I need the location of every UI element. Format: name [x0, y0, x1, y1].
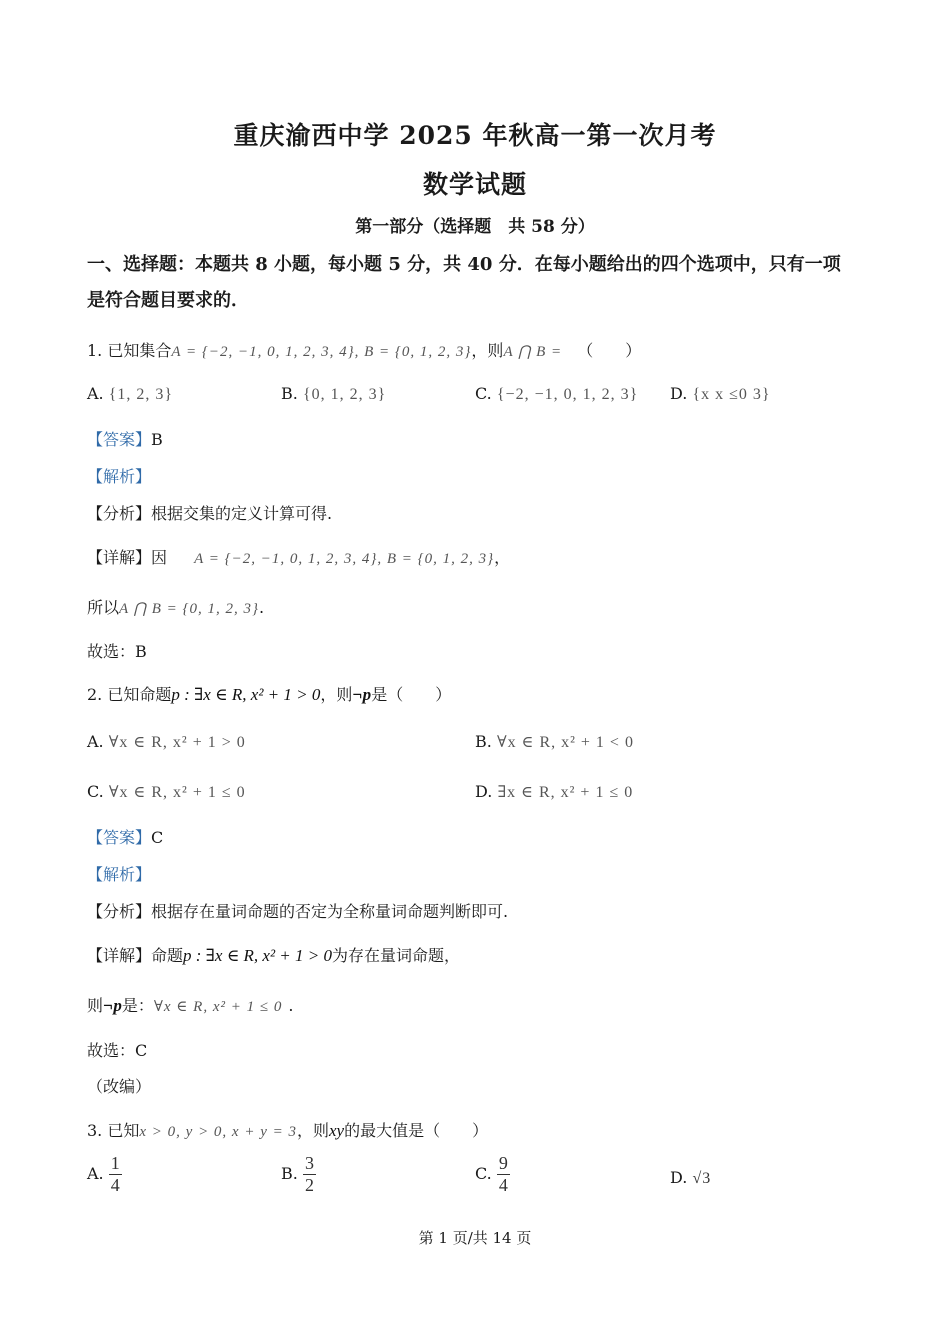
option-text: {−2, −1, 0, 1, 2, 3} [496, 386, 639, 403]
option-label: A. [87, 1163, 104, 1183]
option-text: ∀x ∈ R, x² + 1 < 0 [496, 734, 634, 751]
question-text: 已知 [107, 1121, 140, 1140]
section-instruction-line2: 是符合题目要求的． [87, 290, 249, 311]
option-text: {1, 2, 3} [108, 386, 174, 403]
option-label: D. [670, 1168, 688, 1187]
q1-option-a[interactable] [87, 384, 173, 404]
math-formula: x > 0, y > 0, x + y = 3 [139, 1124, 297, 1140]
math-formula: ∀x ∈ R, x² + 1 ≤ 0 [153, 999, 283, 1015]
option-text: ∃x ∈ R, x² + 1 ≤ 0 [497, 784, 634, 801]
option-text: √3 [692, 1170, 712, 1187]
option-label: C. [475, 384, 492, 403]
q2-fenxi: 【分析】根据存在量词命题的否定为全称量词命题判断即可. [87, 902, 509, 921]
question-number: 3. [87, 1121, 103, 1140]
conclusion-prefix: 则 [87, 996, 104, 1015]
question-number: 2. [87, 685, 103, 704]
q3-option-d[interactable] [670, 1168, 711, 1188]
question-2-stem [87, 682, 451, 705]
q3-option-c[interactable] [475, 1154, 510, 1195]
detail-end: ， [494, 548, 511, 567]
negation-symbol: ¬p [352, 685, 372, 704]
answer-value: B [151, 430, 163, 449]
detail-prefix: 【详解】命题 [87, 946, 184, 965]
q2-option-a[interactable] [87, 732, 246, 752]
q1-fenxi: 【分析】根据交集的定义计算可得. [87, 504, 333, 523]
fraction: $\frac{3}{2}$ [304, 1153, 314, 1195]
q2-answer [87, 825, 163, 848]
q1-answer [87, 427, 163, 450]
fraction: $\frac{1}{4}$ [110, 1153, 120, 1195]
q2-analysis-tag: 【解析】 [87, 865, 152, 884]
math-formula: A = {−2, −1, 0, 1, 2, 3, 4}, B = {0, 1, 2, 3} [171, 344, 472, 360]
conclusion-prefix: 所以 [87, 598, 120, 617]
question-text: ，则 [471, 341, 504, 360]
answer-value: C [151, 828, 164, 847]
option-label: B. [281, 384, 298, 403]
fraction: $\frac{9}{4}$ [498, 1153, 508, 1195]
question-text: ，则 [320, 685, 353, 704]
exam-subject: 数学试题 [422, 170, 527, 199]
option-label: D. [475, 782, 493, 801]
part-heading: 第一部分（选择题 共 58 分） [355, 217, 595, 237]
q1-conclusion [87, 595, 264, 618]
option-label: A. [87, 732, 104, 751]
question-text: 是（ ） [371, 685, 452, 704]
math-formula: xy [329, 1121, 345, 1140]
question-number: 1. [87, 341, 103, 360]
q2-option-d[interactable] [475, 782, 633, 802]
option-label: D. [670, 384, 688, 403]
option-text: ∀x ∈ R, x² + 1 ≤ 0 [108, 784, 246, 801]
q1-choose: 故选：B [87, 642, 147, 661]
q3-option-b[interactable] [281, 1154, 316, 1195]
math-formula: A ⋂ B = [503, 344, 563, 360]
conclusion-mid: 是： [121, 996, 154, 1015]
math-formula: p : ∃x ∈ R, x² + 1 > 0 [183, 946, 332, 965]
section-instruction-line1: 一、选择题：本题共 8 小题，每小题 5 分，共 40 分．在每小题给出的四个选项中，只有一项 [87, 254, 841, 275]
q3-option-a[interactable] [87, 1154, 122, 1195]
math-formula: A ⋂ B = {0, 1, 2, 3} [119, 601, 259, 617]
q1-option-b[interactable] [281, 384, 386, 404]
option-text: {x x ≤0 3} [692, 386, 771, 403]
detail-post: 为存在量词命题， [332, 946, 461, 965]
question-3-stem [87, 1118, 488, 1141]
option-label: C. [475, 1163, 492, 1183]
option-text: {0, 1, 2, 3} [302, 386, 387, 403]
conclusion-end: . [288, 996, 294, 1015]
page-footer: 第 1 页/共 14 页 [418, 1229, 532, 1247]
option-label: A. [87, 384, 104, 403]
question-text: 已知命题 [107, 685, 172, 704]
q2-note: （改编） [87, 1077, 152, 1096]
q1-analysis-tag: 【解析】 [87, 467, 152, 486]
q1-option-c[interactable] [475, 384, 638, 404]
option-label: B. [281, 1163, 298, 1183]
question-text: 已知集合 [107, 341, 172, 360]
q2-option-b[interactable] [475, 732, 634, 752]
q1-detail [87, 545, 510, 568]
option-label: C. [87, 782, 104, 801]
q2-conclusion [87, 993, 293, 1016]
math-formula: p : ∃x ∈ R, x² + 1 > 0 [171, 685, 321, 704]
question-text: 的最大值是（ ） [344, 1121, 489, 1140]
exam-title: 重庆渝西中学 2025 年秋高一第一次月考 [233, 121, 717, 150]
option-label: B. [475, 732, 492, 751]
answer-parentheses: （ ） [577, 341, 642, 360]
q2-option-c[interactable] [87, 782, 246, 802]
negation-symbol: ¬p [103, 996, 122, 1015]
option-text: ∀x ∈ R, x² + 1 > 0 [108, 734, 246, 751]
math-formula: A = {−2, −1, 0, 1, 2, 3, 4}, B = {0, 1, 2, 3} [194, 551, 495, 567]
detail-tag: 【详解】因 [87, 548, 168, 567]
q2-detail [87, 943, 460, 966]
question-text: ，则 [297, 1121, 330, 1140]
conclusion-end: . [259, 598, 265, 617]
answer-tag: 【答案】 [87, 828, 152, 847]
q2-choose: 故选：C [87, 1041, 148, 1060]
q1-option-d[interactable] [670, 384, 771, 404]
question-1-stem [87, 338, 641, 361]
answer-tag: 【答案】 [87, 430, 152, 449]
